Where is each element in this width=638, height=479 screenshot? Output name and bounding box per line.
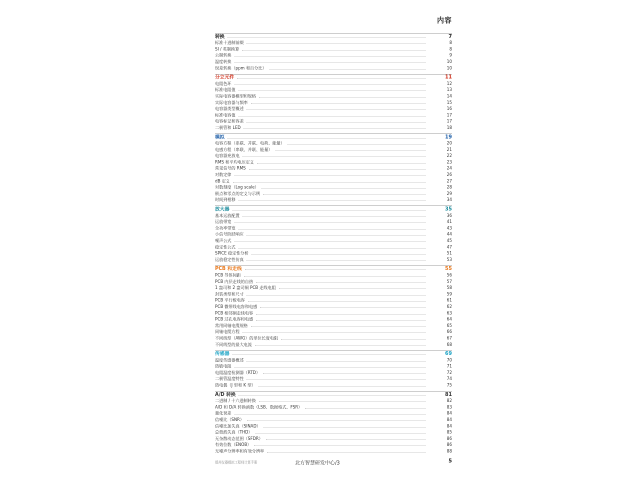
- toc-entry-label: 时间到相移: [215, 197, 236, 203]
- dot-leader: [238, 229, 426, 230]
- toc-entry-label: 温度转换: [215, 58, 232, 64]
- dot-leader: [243, 216, 426, 217]
- toc-entry-page: 56: [446, 272, 452, 278]
- dot-leader: [279, 289, 426, 290]
- toc-entry-page: 10: [446, 58, 452, 64]
- dot-leader: [251, 326, 426, 327]
- footer-center-text: 北方智慧研发中心/3: [295, 460, 340, 466]
- toc-entry-page: 86: [446, 435, 452, 441]
- dot-leader: [264, 427, 426, 428]
- toc-entry[interactable]: [215, 124, 452, 130]
- toc-entry-page: 43: [446, 225, 452, 231]
- toc-entry-page: 13: [446, 87, 452, 93]
- dot-leader: [234, 84, 426, 85]
- toc-entry-page: 88: [446, 448, 452, 454]
- toc-list: [215, 33, 452, 454]
- toc-entry-label: PCB 导体间距: [215, 272, 241, 278]
- dot-leader: [247, 260, 426, 261]
- toc-entry[interactable]: [215, 448, 452, 454]
- dot-leader: [247, 122, 426, 123]
- toc-entry[interactable]: [215, 196, 452, 202]
- toc-entry-label: 电容方程（串联、并联、电荷、能量）: [215, 140, 285, 146]
- dot-leader: [234, 367, 426, 368]
- toc-entry-label: 公制转换: [215, 52, 232, 58]
- dot-leader: [248, 301, 426, 302]
- toc-entry-page: 23: [446, 159, 452, 165]
- toc-section-title: A/D 转换: [215, 391, 236, 398]
- toc-entry-page: 22: [446, 153, 452, 159]
- dot-leader: [247, 295, 426, 296]
- toc-section-title: PCB 和走线: [215, 266, 242, 272]
- dot-leader: [281, 339, 426, 340]
- toc-entry-page: 65: [446, 322, 452, 328]
- toc-section-title: 放大器: [215, 206, 230, 213]
- dot-leader: [255, 433, 426, 434]
- dot-leader: [232, 355, 426, 356]
- toc-entry-label: 电容标记和容差: [215, 118, 244, 124]
- dot-leader: [262, 188, 426, 189]
- dot-leader: [254, 446, 426, 447]
- dot-leader: [234, 56, 426, 57]
- toc-entry-page: 15: [446, 99, 452, 105]
- dot-leader: [259, 402, 426, 403]
- toc-entry-label: 信噪比（SNR）: [215, 417, 244, 423]
- footer-publication-name: 德州仪器模拟工程师计算手册: [215, 460, 258, 465]
- dot-leader: [247, 235, 426, 236]
- toc-entry-label: A/D 和 D/A 转换函数（LSB、数据格式、FSR）: [215, 404, 303, 410]
- toc-entry-page: 17: [446, 112, 452, 118]
- toc-entry-page: 53: [446, 256, 452, 262]
- toc-section-page: 35: [445, 206, 452, 213]
- dot-leader: [243, 333, 426, 334]
- toc-entry-label: 有效位数（ENOB）: [215, 442, 252, 448]
- toc-entry-page: 62: [446, 303, 452, 309]
- dot-leader: [251, 103, 426, 104]
- dot-leader: [257, 163, 426, 164]
- toc-entry-page: 45: [446, 238, 452, 243]
- toc-entry-label: 极点和零点的定义与示例: [215, 190, 261, 196]
- toc-entry-label: 误差转换（ppm 和百分比）: [215, 65, 267, 71]
- dot-leader: [238, 116, 426, 117]
- toc-entry-label: 无杂散动态范围（SFDR）: [215, 435, 263, 441]
- toc-entry-label: 常见信号的 RMS: [215, 165, 246, 171]
- toc-entry-label: 电感方程（串联、并联、能量）: [215, 146, 273, 152]
- toc-entry-label: 实际电容器模型和规格: [215, 93, 256, 99]
- dot-leader: [239, 395, 426, 396]
- dot-leader: [251, 254, 426, 255]
- dot-leader: [234, 414, 426, 415]
- dot-leader: [234, 62, 426, 63]
- dot-leader: [259, 386, 426, 387]
- toc-entry-page: 10: [446, 65, 452, 71]
- toc-entry-label: PCB 内层走线的自热: [215, 278, 254, 284]
- toc-entry-page: 29: [446, 190, 452, 196]
- toc-entry-label: SI / 英制换算: [215, 46, 240, 52]
- toc-entry-label: 对数刻度（Log scale）: [215, 184, 259, 190]
- dot-leader: [233, 182, 426, 183]
- toc-entry-label: 二进制 / 十六进制转换: [215, 398, 256, 404]
- dot-leader: [228, 37, 426, 38]
- toc-entry[interactable]: [215, 256, 452, 262]
- dot-leader: [288, 144, 426, 145]
- toc-entry-label: 运放稳定性仿真: [215, 256, 244, 262]
- toc-entry-page: 85: [446, 429, 452, 435]
- toc-entry-label: PCB 相邻铜走线电容: [215, 310, 254, 316]
- toc-entry-page: 63: [446, 310, 452, 316]
- toc-entry-label: 二极管和 LED: [215, 124, 241, 130]
- toc-entry-page: 84: [446, 423, 452, 429]
- toc-entry-page: 58: [446, 285, 452, 291]
- toc-entry-page: 66: [446, 329, 452, 335]
- toc-entry-label: PCB 平行板电容: [215, 297, 245, 303]
- toc-entry-label: 稳定性公式: [215, 244, 236, 250]
- toc-section-page: 81: [445, 391, 452, 398]
- toc-entry-page: 71: [446, 363, 452, 369]
- dot-leader: [256, 314, 426, 315]
- toc-entry-label: 同轴电缆方程: [215, 329, 240, 335]
- toc-entry-page: 8: [449, 46, 452, 52]
- dot-leader: [256, 282, 426, 283]
- toc-entry[interactable]: [215, 341, 452, 347]
- dot-leader: [234, 223, 426, 224]
- toc-entry-label: 封装类型和尺寸: [215, 291, 244, 297]
- toc-section-page: 55: [445, 266, 452, 272]
- dot-leader: [247, 380, 426, 381]
- toc-entry-page: 34: [446, 197, 452, 203]
- toc-entry-label: 实际电容器与频率: [215, 99, 248, 105]
- dot-leader: [263, 373, 426, 374]
- toc-entry-label: 对数定律: [215, 172, 232, 178]
- dot-leader: [232, 210, 426, 211]
- dot-leader: [245, 270, 426, 271]
- page-footer: [215, 458, 452, 466]
- toc-section-title: 转换: [215, 33, 225, 40]
- toc-entry[interactable]: [215, 64, 452, 70]
- toc-entry-page: 86: [446, 442, 452, 448]
- toc-entry-label: 标准电容值: [215, 112, 236, 118]
- dot-leader: [267, 452, 426, 453]
- toc-entry-page: 28: [446, 184, 452, 190]
- toc-section-title: 传感器: [215, 351, 230, 357]
- toc-entry-page: 44: [446, 231, 452, 237]
- toc-entry-label: 热敏电阻: [215, 363, 232, 369]
- toc-entry-label: SPICE 稳定性分析: [215, 250, 249, 256]
- toc-entry-label: 温度传感器概述: [215, 357, 244, 363]
- dot-leader: [263, 194, 426, 195]
- toc-entry-label: 不同线型的最大电流: [215, 341, 252, 347]
- toc-entry-label: 二极管温度特性: [215, 376, 244, 382]
- toc-entry-page: 57: [446, 278, 452, 284]
- dot-leader: [260, 307, 426, 308]
- dot-leader: [247, 44, 426, 45]
- toc-entry-page: 61: [446, 297, 452, 303]
- toc-entry-page: 59: [446, 291, 452, 297]
- toc-entry-page: 75: [446, 382, 452, 388]
- toc-entry-label: 信噪比加失真（SINAD）: [215, 423, 261, 429]
- toc-entry-label: 无噪声分辨率和有效分辨率: [215, 448, 265, 454]
- toc-entry-label: 运放带宽: [215, 219, 232, 225]
- toc-entry-page: 68: [446, 341, 452, 347]
- toc-entry-page: 72: [446, 369, 452, 375]
- dot-leader: [242, 50, 426, 51]
- toc-entry-page: 36: [446, 212, 452, 218]
- toc-entry-label: RMS 和平均电压定义: [215, 159, 254, 165]
- toc-entry-label: 热电偶（J 型和 K 型）: [215, 382, 256, 388]
- toc-entry-label: 电容器充放电: [215, 153, 240, 159]
- dot-leader: [256, 320, 426, 321]
- toc-entry-page: 8: [449, 40, 452, 46]
- toc-entry-page: 82: [446, 398, 452, 404]
- dot-leader: [244, 276, 426, 277]
- toc-entry-label: 总谐波失真（THD）: [215, 429, 253, 435]
- toc-entry-label: 标准电阻值: [215, 87, 236, 93]
- toc-entry-label: 电阻色环: [215, 80, 232, 86]
- toc-entry-label: 电容器类型概述: [215, 106, 244, 112]
- dot-leader: [247, 361, 426, 362]
- toc-entry-page: 16: [446, 106, 452, 112]
- toc-section-page: 11: [445, 74, 452, 81]
- dot-leader: [238, 201, 426, 202]
- toc-section-title: 分立元件: [215, 74, 235, 81]
- dot-leader: [266, 439, 426, 440]
- toc-entry-page: 84: [446, 410, 452, 416]
- dot-leader: [234, 242, 426, 243]
- toc-entry-label: 基本运放配置: [215, 212, 240, 218]
- dot-leader: [238, 248, 426, 249]
- toc-entry-page: 67: [446, 335, 452, 341]
- dot-leader: [247, 110, 426, 111]
- toc-entry-page: 26: [446, 172, 452, 178]
- toc-entry-label: PCB 过孔电容和电感: [215, 316, 254, 322]
- dot-leader: [305, 408, 426, 409]
- toc-entry-label: 标准十进制前缀: [215, 40, 244, 46]
- toc-entry-label: 1 盎司和 2 盎司铜 PCB 走线电阻: [215, 285, 276, 291]
- toc-entry-page: 17: [446, 118, 452, 124]
- dot-leader: [237, 78, 426, 79]
- toc-entry-page: 9: [449, 52, 452, 58]
- dot-leader: [275, 150, 426, 151]
- toc-entry[interactable]: [215, 382, 452, 388]
- toc-entry-page: 47: [446, 244, 452, 250]
- dot-leader: [228, 138, 426, 139]
- dot-leader: [244, 128, 426, 129]
- toc-entry-page: 20: [446, 140, 452, 146]
- toc-entry-page: 21: [446, 146, 452, 152]
- toc-section-page: 19: [445, 134, 452, 140]
- toc-entry-page: 12: [446, 80, 452, 86]
- toc-entry-page: 41: [446, 219, 452, 225]
- toc-entry-label: 不同线型（AWG）的单位长度电阻: [215, 335, 279, 341]
- toc-entry-label: 小信号阶跃响应: [215, 231, 244, 237]
- footer-page-number: 5: [448, 458, 452, 464]
- toc-entry-page: 70: [446, 357, 452, 363]
- dot-leader: [249, 169, 426, 170]
- toc-entry-label: 常用同轴电缆规格: [215, 322, 248, 328]
- toc-entry-page: 84: [446, 417, 452, 423]
- toc-entry-label: 全功率带宽: [215, 225, 236, 231]
- dot-leader: [243, 157, 426, 158]
- dot-leader: [255, 345, 426, 346]
- toc-entry-label: dB 定义: [215, 178, 230, 184]
- dot-leader: [247, 421, 426, 422]
- dot-leader: [269, 69, 426, 70]
- toc-entry-label: 噪声公式: [215, 238, 232, 243]
- toc-entry-page: 83: [446, 404, 452, 410]
- toc-entry-page: 14: [446, 93, 452, 99]
- toc-entry-page: 27: [446, 178, 452, 184]
- toc-entry-page: 74: [446, 376, 452, 382]
- toc-entry-page: 64: [446, 316, 452, 322]
- toc-entry-page: 18: [446, 124, 452, 130]
- toc-entry-label: 电阻温度检测器（RTD）: [215, 369, 261, 375]
- toc-entry-label: 量化误差: [215, 410, 232, 416]
- toc-entry-page: 51: [446, 250, 452, 256]
- dot-leader: [234, 176, 426, 177]
- toc-section-page: 7: [448, 33, 452, 40]
- toc-section-page: 69: [445, 351, 452, 357]
- toc-entry-label: PCB 微带线电容和电感: [215, 303, 258, 309]
- toc-entry-page: 24: [446, 165, 452, 171]
- dot-leader: [238, 91, 426, 92]
- dot-leader: [259, 97, 426, 98]
- toc-section-title: 模拟: [215, 134, 225, 140]
- page-title: 内容: [437, 16, 452, 25]
